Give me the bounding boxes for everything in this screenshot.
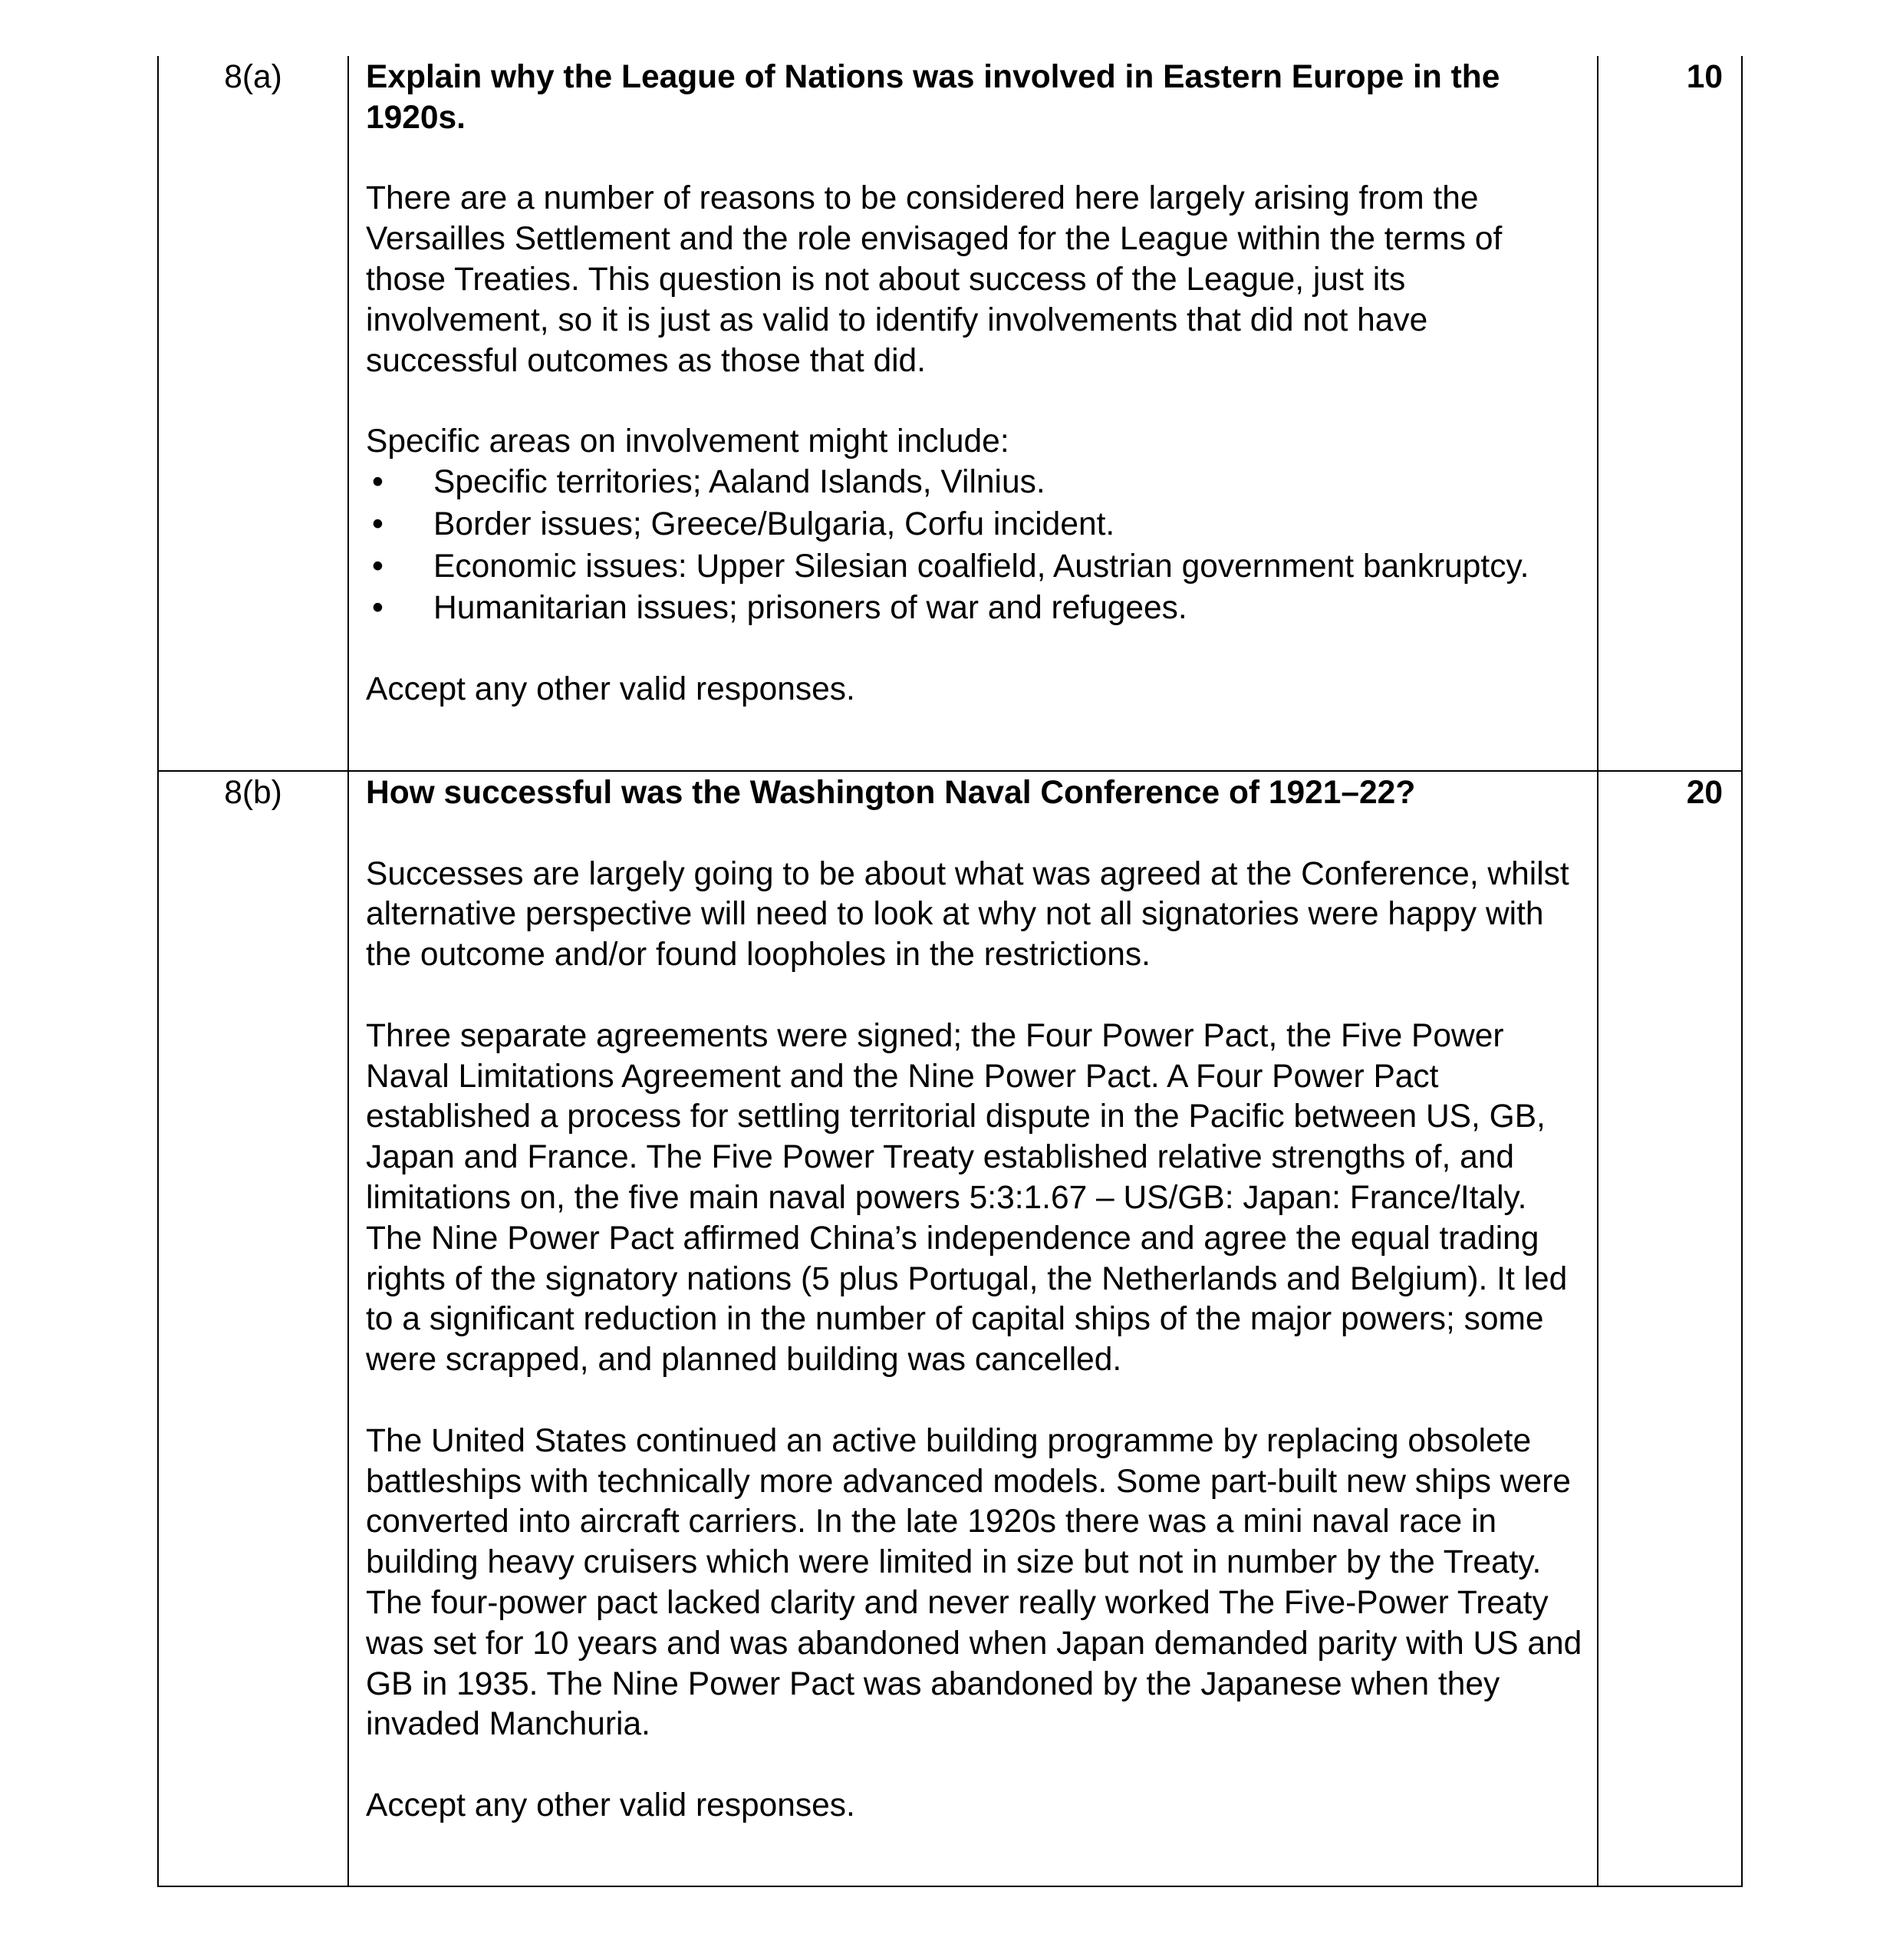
closing-note: Accept any other valid responses. — [366, 670, 855, 707]
question-row-8b — [158, 771, 1742, 1886]
guidance-paragraph: There are a number of reasons to be considered here largely arising from the Versailles Settlement and the role envisaged for the League within the terms of those Treaties. This question is not about success of the League, just its involvement, so it is just as valid to identify involvements that did not have successful outcomes as those that did. — [366, 180, 1503, 379]
guidance-paragraph: The United States continued an active building programme by replacing obsolete battleships with technically more advanced models. Some part-built new ships were converted into aircraft carriers. In the late 1920s there was a mini naval race in building heavy cruisers which were limited in size but not in number by the Treaty. The four-power pact lacked clarity and never really worked The Five-Power Treaty was set for 10 years and was abandoned when Japan demanded parity with US and GB in 1935. The Nine Power Pact was abandoned by the Japanese when they invaded Manchuria. — [366, 1422, 1582, 1743]
list-item: • Humanitarian issues; prisoners of war and refugees. — [366, 588, 1585, 629]
question-number: 8(b) — [158, 771, 348, 1886]
bullet-icon: • — [372, 463, 384, 500]
list-item: • Economic issues: Upper Silesian coalfield, Austrian government bankruptcy. — [366, 547, 1585, 588]
guidance-paragraph: Successes are largely going to be about what was agreed at the Conference, whilst alternative perspective will need to look at why not all signatories were happy with the outcome and/or found loopholes in the restrictions. — [366, 855, 1569, 973]
involvement-list — [366, 463, 1585, 629]
question-row-8a — [158, 56, 1742, 771]
bullet-icon: • — [372, 506, 384, 542]
question-number: 8(a) — [158, 56, 348, 771]
question-title: How successful was the Washington Naval Conference of 1921–22? — [366, 775, 1416, 811]
closing-note: Accept any other valid responses. — [366, 1787, 855, 1823]
marks-value: 20 — [1598, 771, 1742, 1886]
question-title: Explain why the League of Nations was involved in Eastern Europe in the 1920s. — [366, 59, 1500, 136]
guidance-paragraph: Three separate agreements were signed; the Four Power Pact, the Five Power Naval Limitations Agreement and the Nine Power Pact. A Four Power Pact established a process for settling territorial dispute in the Pacific between US, GB, Japan and France. The Five Power Treaty established relative strengths of, and limitations on, the five main naval powers 5:3:1.67 – US/GB: Japan: France/Italy. The Nine Power Pact affirmed China’s independence and agree the equal trading rights of the signatory nations (5 plus Portugal, the Netherlands and Belgium). It led to a significant reduction in the number of capital ships of the major powers; some were scrapped, and planned building was cancelled. — [366, 1017, 1568, 1379]
list-intro: Specific areas on involvement might include: — [366, 423, 1009, 460]
list-item: • Border issues; Greece/Bulgaria, Corfu incident. — [366, 505, 1585, 545]
bullet-icon: • — [372, 590, 384, 627]
list-item: • Specific territories; Aaland Islands, Vilnius. — [366, 463, 1585, 503]
answer-guidance — [348, 56, 1598, 771]
answer-guidance — [348, 771, 1598, 1886]
bullet-icon: • — [372, 548, 384, 585]
marks-value: 10 — [1598, 56, 1742, 771]
mark-scheme-table — [157, 56, 1743, 1887]
